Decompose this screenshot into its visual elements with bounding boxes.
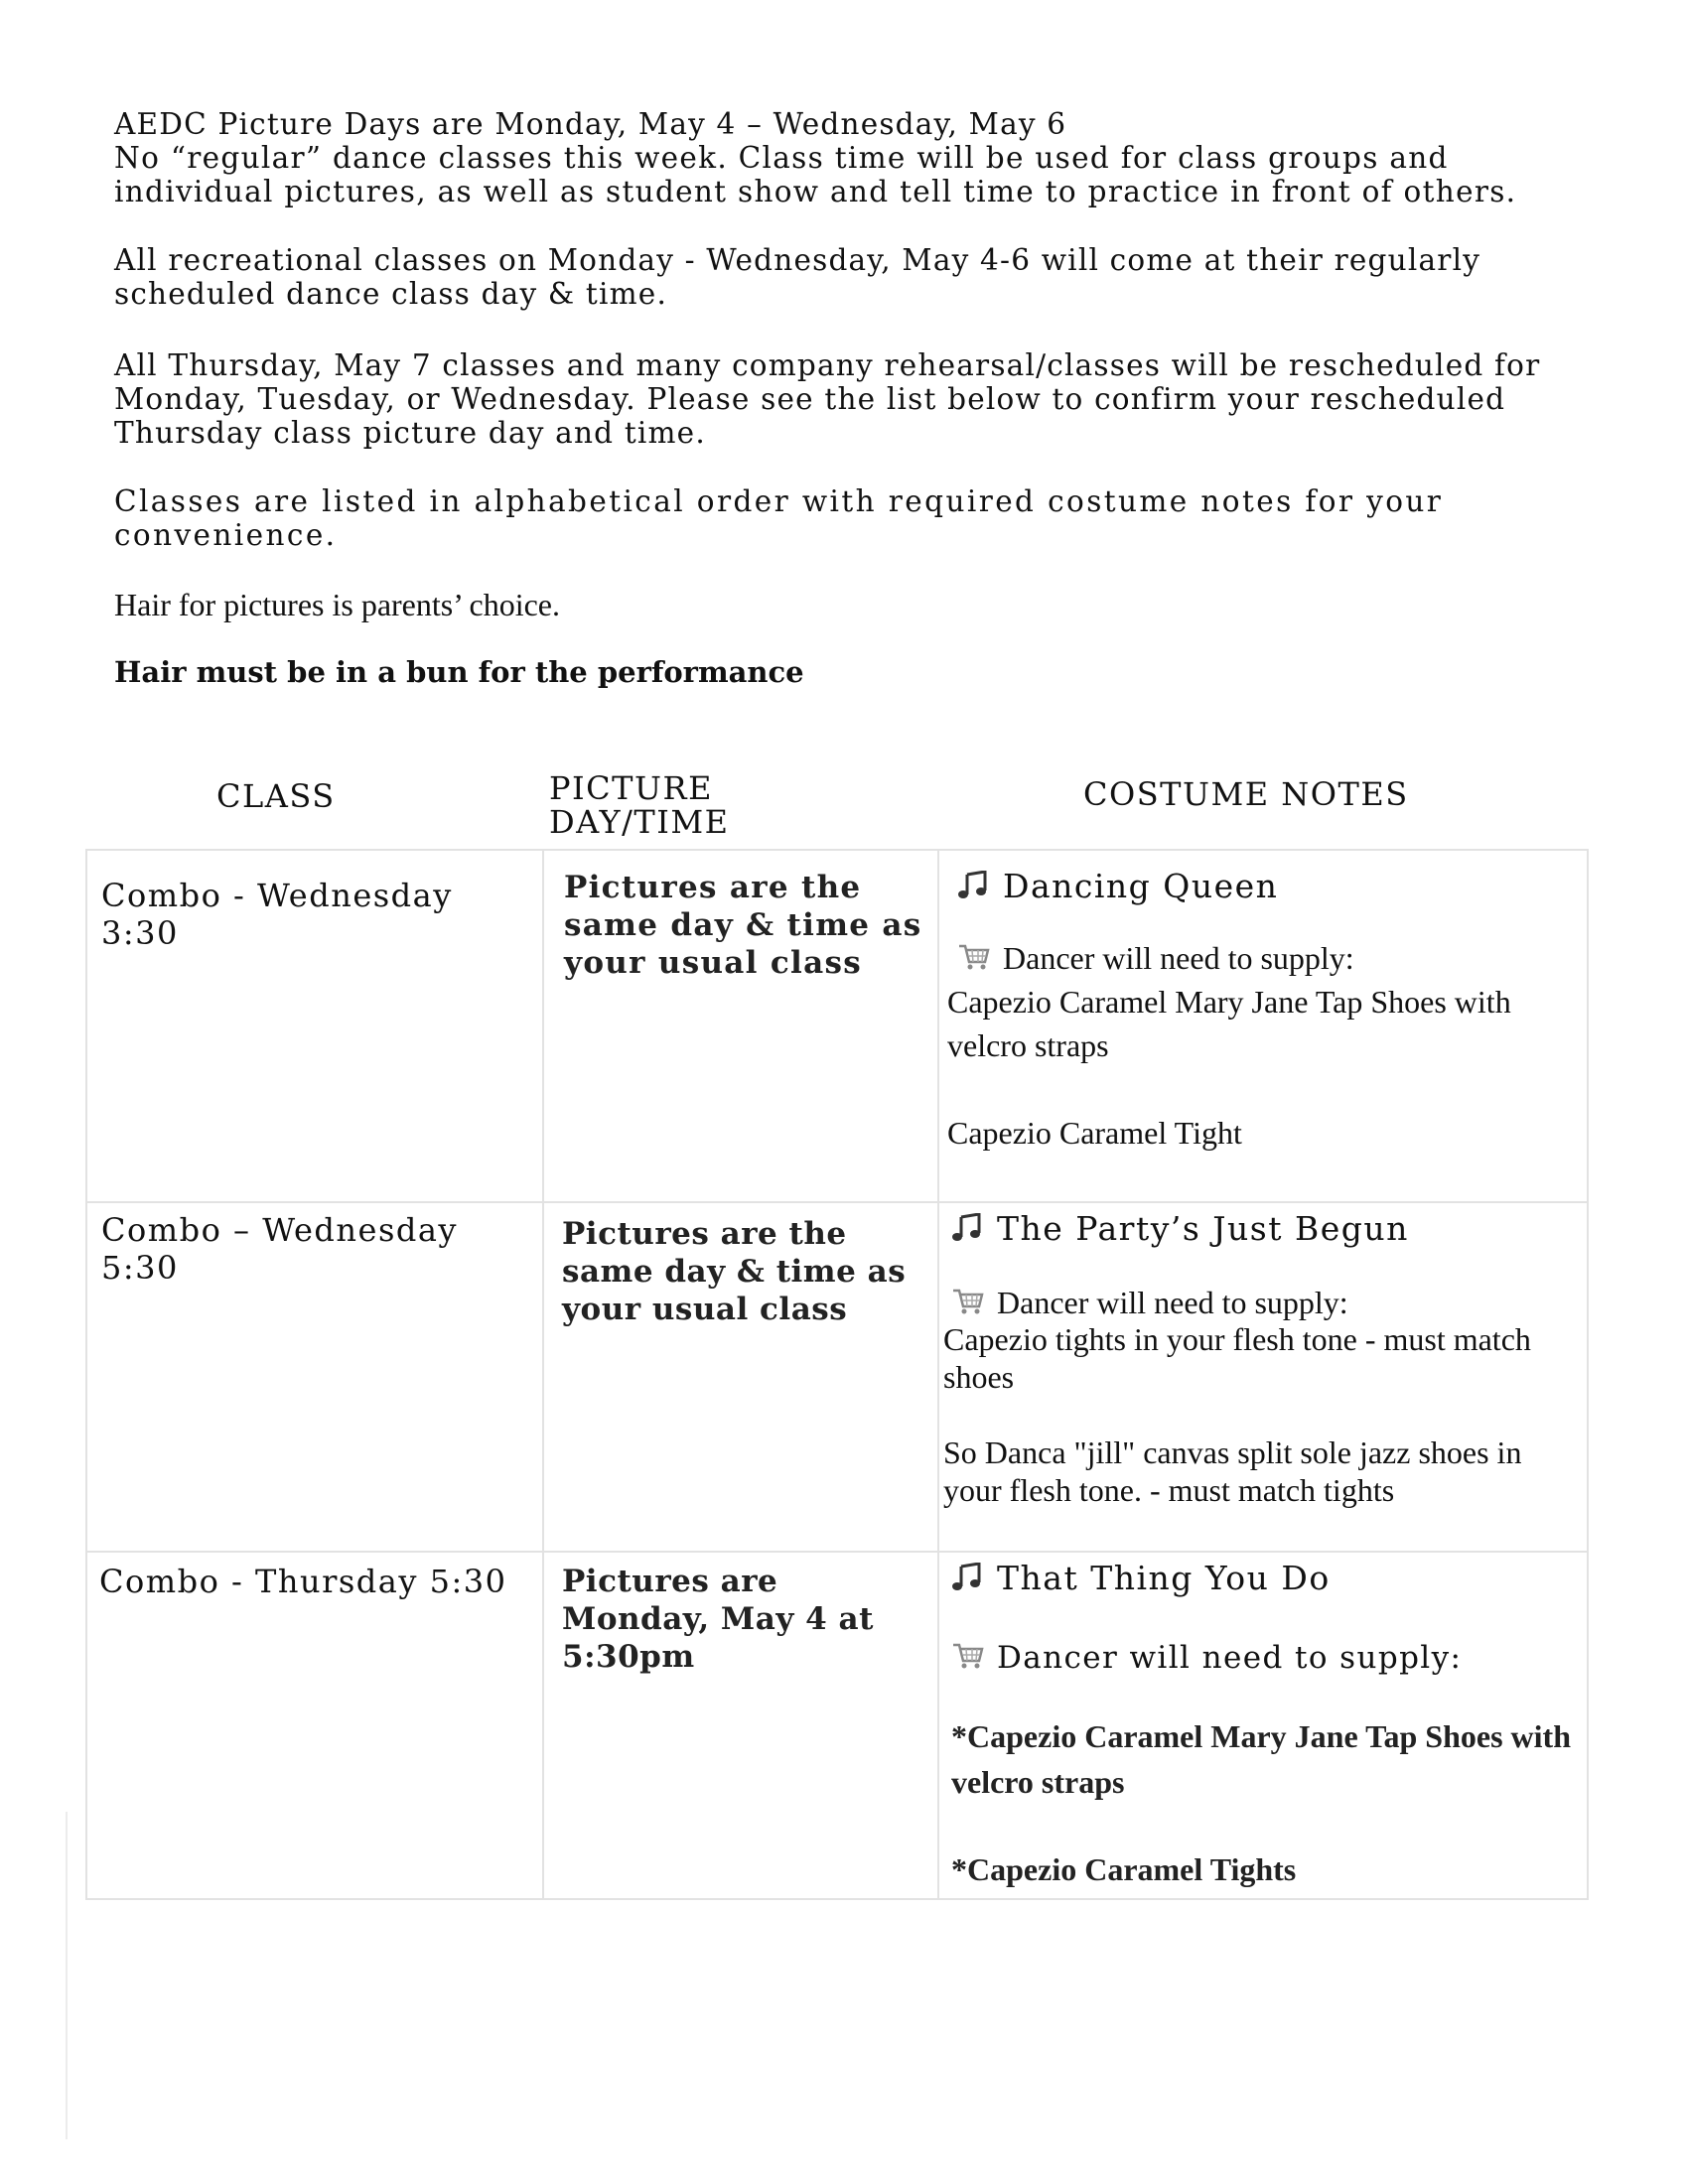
- picture-cell: Pictures are Monday, May 4 at 5:30pm: [543, 1552, 938, 1899]
- header-class: CLASS: [216, 777, 336, 815]
- table-row: [86, 1202, 1588, 1552]
- header-picture-day-time: [549, 771, 729, 839]
- costume-item: *Capezio Caramel Tights: [951, 1851, 1297, 1887]
- song-name: The Party’s Just Begun: [997, 1209, 1409, 1248]
- supply-line: [957, 940, 1579, 976]
- class-name: Combo – Wednesday: [101, 1211, 458, 1249]
- costume-cell: [938, 1552, 1588, 1899]
- supply-text: Dancer will need to supply:: [1003, 940, 1354, 976]
- class-time: 5:30: [101, 1249, 179, 1287]
- hair-bun-note: Hair must be in a bun for the performance: [114, 655, 804, 689]
- intro-section: [114, 107, 1584, 689]
- costume-cell: [938, 850, 1588, 1202]
- header-costume-notes: COSTUME NOTES: [1083, 775, 1409, 813]
- supply-line: [951, 1285, 1579, 1320]
- no-regular-classes-text: No “regular” dance classes this week. Class time will be used for class groups and individual pictures, as well as student show and tell time to practice in front of others.: [114, 141, 1517, 208]
- costume-item: Capezio tights in your flesh tone - must match shoes: [943, 1321, 1531, 1395]
- class-name: Combo - Wednesday: [101, 877, 453, 914]
- class-cell: [86, 850, 543, 1202]
- costume-item: Capezio Caramel Tight: [947, 1115, 1242, 1151]
- picture-cell: Pictures are the same day & time as your usual class: [543, 850, 938, 1202]
- music-notes-icon: [951, 1213, 985, 1243]
- class-cell: [86, 1552, 543, 1899]
- costume-item: Capezio Caramel Mary Jane Tap Shoes with velcro straps: [947, 984, 1511, 1063]
- song-title: [957, 867, 1579, 906]
- supply-text: Dancer will need to supply:: [997, 1285, 1348, 1320]
- song-title: [951, 1209, 1579, 1249]
- music-notes-icon: [951, 1563, 985, 1592]
- header-picture-line1: PICTURE: [549, 769, 713, 807]
- hair-pictures-note: Hair for pictures is parents’ choice.: [114, 587, 560, 622]
- class-time: 3:30: [101, 914, 179, 952]
- table-row: [86, 850, 1588, 1202]
- shopping-cart-icon: [951, 1287, 985, 1316]
- class-cell: [86, 1202, 543, 1552]
- music-notes-icon: [957, 871, 991, 900]
- supply-text: Dancer will need to supply:: [997, 1640, 1463, 1676]
- recreational-classes-text: All recreational classes on Monday - Wednesday, May 4-6 will come at their regularly scheduled dance class day & time.: [114, 243, 1481, 311]
- shopping-cart-icon: [951, 1641, 985, 1671]
- alphabetical-order-text: Classes are listed in alphabetical order with required costume notes for your convenience.: [114, 484, 1444, 552]
- song-name: Dancing Queen: [1003, 867, 1279, 905]
- picture-days-heading: AEDC Picture Days are Monday, May 4 – Wednesday, May 6: [114, 107, 1067, 141]
- shopping-cart-icon: [957, 942, 991, 972]
- costume-item: So Danca "jill" canvas split sole jazz shoes in your flesh tone. - must match tights: [943, 1434, 1522, 1508]
- class-name: Combo - Thursday 5:30: [99, 1563, 507, 1600]
- song-name: That Thing You Do: [997, 1559, 1331, 1597]
- thursday-classes-text: All Thursday, May 7 classes and many company rehearsal/classes will be rescheduled for Monday, Tuesday, or Wednesday. Please see the list below to confirm your rescheduled Thursday class picture day and time.: [114, 348, 1541, 450]
- song-title: [951, 1559, 1579, 1598]
- header-picture-line2: DAY/TIME: [549, 803, 730, 841]
- supply-line: [951, 1640, 1579, 1676]
- schedule-table: [85, 849, 1589, 1900]
- picture-cell: Pictures are the same day & time as your usual class: [543, 1202, 938, 1552]
- costume-cell: [938, 1202, 1588, 1552]
- costume-item: *Capezio Caramel Mary Jane Tap Shoes with velcro straps: [951, 1718, 1571, 1800]
- page-margin-line: [66, 1812, 68, 2139]
- table-row: [86, 1552, 1588, 1899]
